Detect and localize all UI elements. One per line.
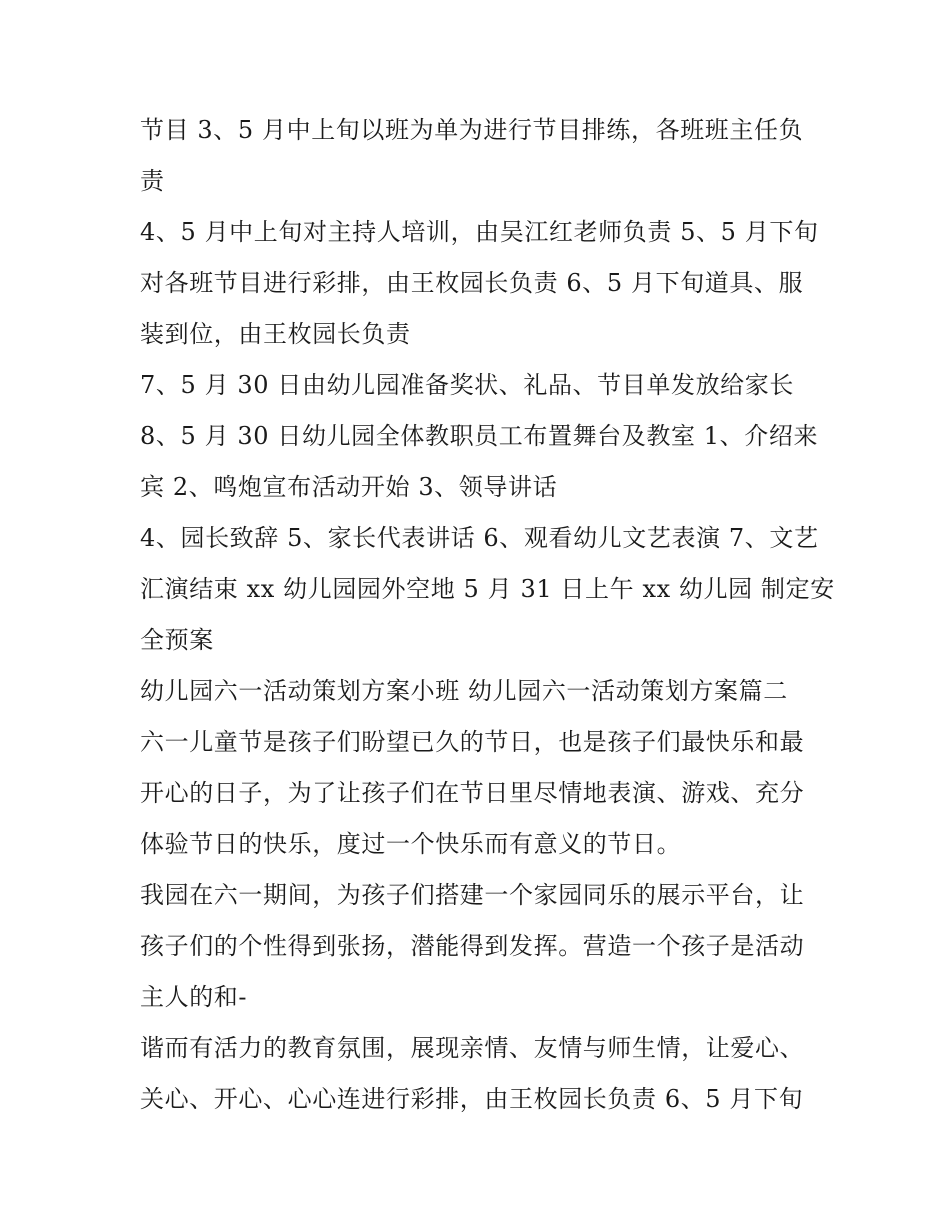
text-line-20: 关心、开心、心心连进行彩排，由王枚园长负责 6、5 月下旬 xyxy=(140,1085,804,1113)
text-line-1: 节目 3、5 月中上旬以班为单为进行节目排练，各班班主任负 xyxy=(140,116,804,144)
document-body xyxy=(140,105,835,1125)
text-line-18: 主人的和- xyxy=(140,983,248,1011)
text-line-7: 8、5 月 30 日幼儿园全体教职员工布置舞台及教室 1、介绍来 xyxy=(140,422,819,450)
text-line-12: 幼儿园六一活动策划方案小班 幼儿园六一活动策划方案篇二 xyxy=(140,677,788,705)
text-line-6: 7、5 月 30 日由幼儿园准备奖状、礼品、节目单发放给家长 xyxy=(140,371,794,399)
text-line-13: 六一儿童节是孩子们盼望已久的节日，也是孩子们最快乐和最 xyxy=(140,728,805,756)
text-line-16: 我园在六一期间，为孩子们搭建一个家园同乐的展示平台，让 xyxy=(140,881,805,909)
text-line-19: 谐而有活力的教育氛围，展现亲情、友情与师生情，让爱心、 xyxy=(140,1034,805,1062)
text-line-11: 全预案 xyxy=(140,626,214,654)
text-line-15: 体验节日的快乐，度过一个快乐而有意义的节日。 xyxy=(140,830,682,858)
text-line-5: 装到位，由王枚园长负责 xyxy=(140,320,411,348)
text-line-8: 宾 2、鸣炮宣布活动开始 3、领导讲话 xyxy=(140,473,558,501)
text-line-17: 孩子们的个性得到张扬，潜能得到发挥。营造一个孩子是活动 xyxy=(140,932,805,960)
text-line-10: 汇演结束 xx 幼儿园园外空地 5 月 31 日上午 xx 幼儿园 制定安 xyxy=(140,575,835,603)
text-line-9: 4、园长致辞 5、家长代表讲话 6、观看幼儿文艺表演 7、文艺 xyxy=(140,524,819,552)
text-line-4: 对各班节目进行彩排，由王枚园长负责 6、5 月下旬道具、服 xyxy=(140,269,804,297)
text-line-2: 责 xyxy=(140,167,165,195)
text-line-14: 开心的日子，为了让孩子们在节日里尽情地表演、游戏、充分 xyxy=(140,779,805,807)
text-line-3: 4、5 月中上旬对主持人培训，由吴江红老师负责 5、5 月下旬 xyxy=(140,218,819,246)
